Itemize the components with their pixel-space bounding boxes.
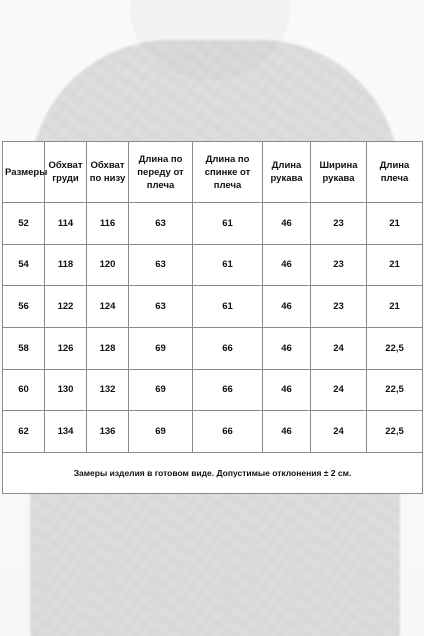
header-shoulder-length: Длина плеча <box>367 142 423 203</box>
table-row <box>3 244 423 286</box>
cell: 46 <box>263 369 311 411</box>
cell: 23 <box>311 286 367 328</box>
header-size: Размеры <box>3 142 45 203</box>
cell: 136 <box>87 411 129 453</box>
cell: 22,5 <box>367 369 423 411</box>
cell: 116 <box>87 203 129 245</box>
cell: 130 <box>45 369 87 411</box>
cell: 61 <box>193 286 263 328</box>
cell: 22,5 <box>367 411 423 453</box>
table-row <box>3 411 423 453</box>
cell: 69 <box>129 369 193 411</box>
cell: 56 <box>3 286 45 328</box>
cell: 62 <box>3 411 45 453</box>
cell: 69 <box>129 411 193 453</box>
footnote-row <box>3 453 423 494</box>
cell: 126 <box>45 327 87 369</box>
cell: 46 <box>263 203 311 245</box>
cell: 22,5 <box>367 327 423 369</box>
cell: 122 <box>45 286 87 328</box>
cell: 61 <box>193 244 263 286</box>
size-chart-table <box>2 141 423 494</box>
cell: 132 <box>87 369 129 411</box>
cell: 66 <box>193 411 263 453</box>
cell: 21 <box>367 286 423 328</box>
cell: 21 <box>367 244 423 286</box>
cell: 63 <box>129 203 193 245</box>
cell: 66 <box>193 327 263 369</box>
cell: 66 <box>193 369 263 411</box>
cell: 24 <box>311 327 367 369</box>
cell: 120 <box>87 244 129 286</box>
cell: 46 <box>263 327 311 369</box>
table-row <box>3 369 423 411</box>
header-back-length: Длина по спинке от плеча <box>193 142 263 203</box>
cell: 23 <box>311 244 367 286</box>
cell: 54 <box>3 244 45 286</box>
cell: 61 <box>193 203 263 245</box>
cell: 24 <box>311 411 367 453</box>
header-sleeve-length: Длина рукава <box>263 142 311 203</box>
cell: 63 <box>129 244 193 286</box>
cell: 58 <box>3 327 45 369</box>
header-chest: Обхват груди <box>45 142 87 203</box>
cell: 46 <box>263 244 311 286</box>
cell: 52 <box>3 203 45 245</box>
cell: 69 <box>129 327 193 369</box>
cell: 46 <box>263 286 311 328</box>
cell: 46 <box>263 411 311 453</box>
cell: 60 <box>3 369 45 411</box>
header-row <box>3 142 423 203</box>
cell: 124 <box>87 286 129 328</box>
table-row <box>3 203 423 245</box>
cell: 134 <box>45 411 87 453</box>
cell: 23 <box>311 203 367 245</box>
table-row <box>3 327 423 369</box>
header-sleeve-width: Ширина рукава <box>311 142 367 203</box>
footnote: Замеры изделия в готовом виде. Допустимые отклонения ± 2 см. <box>3 453 423 494</box>
table-row <box>3 286 423 328</box>
cell: 118 <box>45 244 87 286</box>
cell: 24 <box>311 369 367 411</box>
cell: 63 <box>129 286 193 328</box>
cell: 21 <box>367 203 423 245</box>
header-hem: Обхват по низу <box>87 142 129 203</box>
cell: 128 <box>87 327 129 369</box>
header-front-length: Длина по переду от плеча <box>129 142 193 203</box>
cell: 114 <box>45 203 87 245</box>
